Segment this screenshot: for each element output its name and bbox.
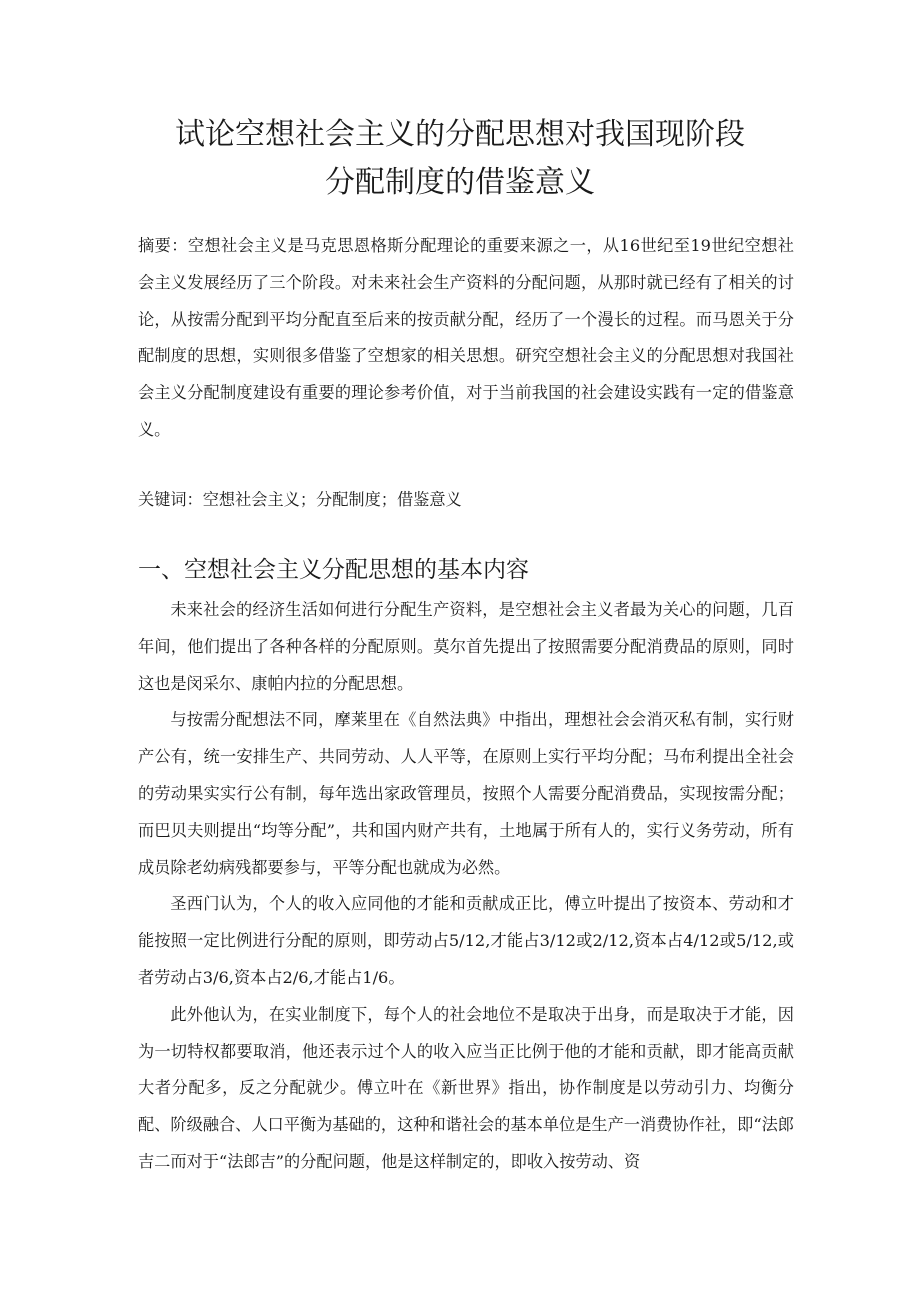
section-body	[138, 592, 794, 1181]
abstract-paragraph: 摘要：空想社会主义是马克思恩格斯分配理论的重要来源之一，从16世纪至19世纪空想社会主义发展经历了三个阶段。对未来社会生产资料的分配问题，从那时就已经有了相关的讨论，从按需分配到平均分配直至后来的按贡献分配，经历了一个漫长的过程。而马恩关于分配制度的思想，实则很多借鉴了空想家的相关思想。研究空想社会主义的分配思想对我国社会主义分配制度建设有重要的理论参考价值，对于当前我国的社会建设实践有一定的借鉴意义。	[138, 236, 794, 439]
document-title-line-2: 分配制度的借鉴意义	[325, 165, 595, 200]
body-paragraph: 此外他认为，在实业制度下，每个人的社会地位不是取决于出身，而是取决于才能，因为一切特权都要取消，他还表示过个人的收入应当正比例于他的才能和贡献，即才能高贡献大者分配多，反之分配就少。傅立叶在《新世界》指出，协作制度是以劳动引力、均衡分配、阶级融合、人口平衡为基础的，这种和谐社会的基本单位是生产一消费协作社，即“法郎吉二而对于“法郎吉”的分配问题，他是这样制定的，即收入按劳动、资	[138, 1004, 794, 1171]
body-paragraph: 与按需分配想法不同，摩莱里在《自然法典》中指出，理想社会会消灭私有制，实行财产公有，统一安排生产、共同劳动、人人平等，在原则上实行平均分配；马布利提出全社会的劳动果实实行公有制，每年选出家政管理员，按照个人需要分配消费品，实现按需分配；而巴贝夫则提出“均等分配”，共和国内财产共有，土地属于所有人的，实行义务劳动，所有成员除老幼病残都要参与，平等分配也就成为必然。	[138, 710, 794, 877]
body-paragraph: 圣西门认为，个人的收入应同他的才能和贡献成正比，傅立叶提出了按资本、劳动和才能按照一定比例进行分配的原则，即劳动占5/12,才能占3/12或2/12,资本占4/12或5/12,或者劳动占3/6,资本占2/6,才能占1/6。	[138, 894, 794, 987]
keywords-line: 关键词：空想社会主义；分配制度；借鉴意义	[138, 490, 462, 509]
document-title-line-1: 试论空想社会主义的分配思想对我国现阶段	[175, 117, 745, 152]
section-heading: 一、空想社会主义分配思想的基本内容	[138, 557, 529, 583]
body-paragraph: 未来社会的经济生活如何进行分配生产资料，是空想社会主义者最为关心的问题，几百年间，他们提出了各种各样的分配原则。莫尔首先提出了按照需要分配消费品的原则，同时这也是闵采尔、康帕内拉的分配思想。	[138, 600, 794, 693]
